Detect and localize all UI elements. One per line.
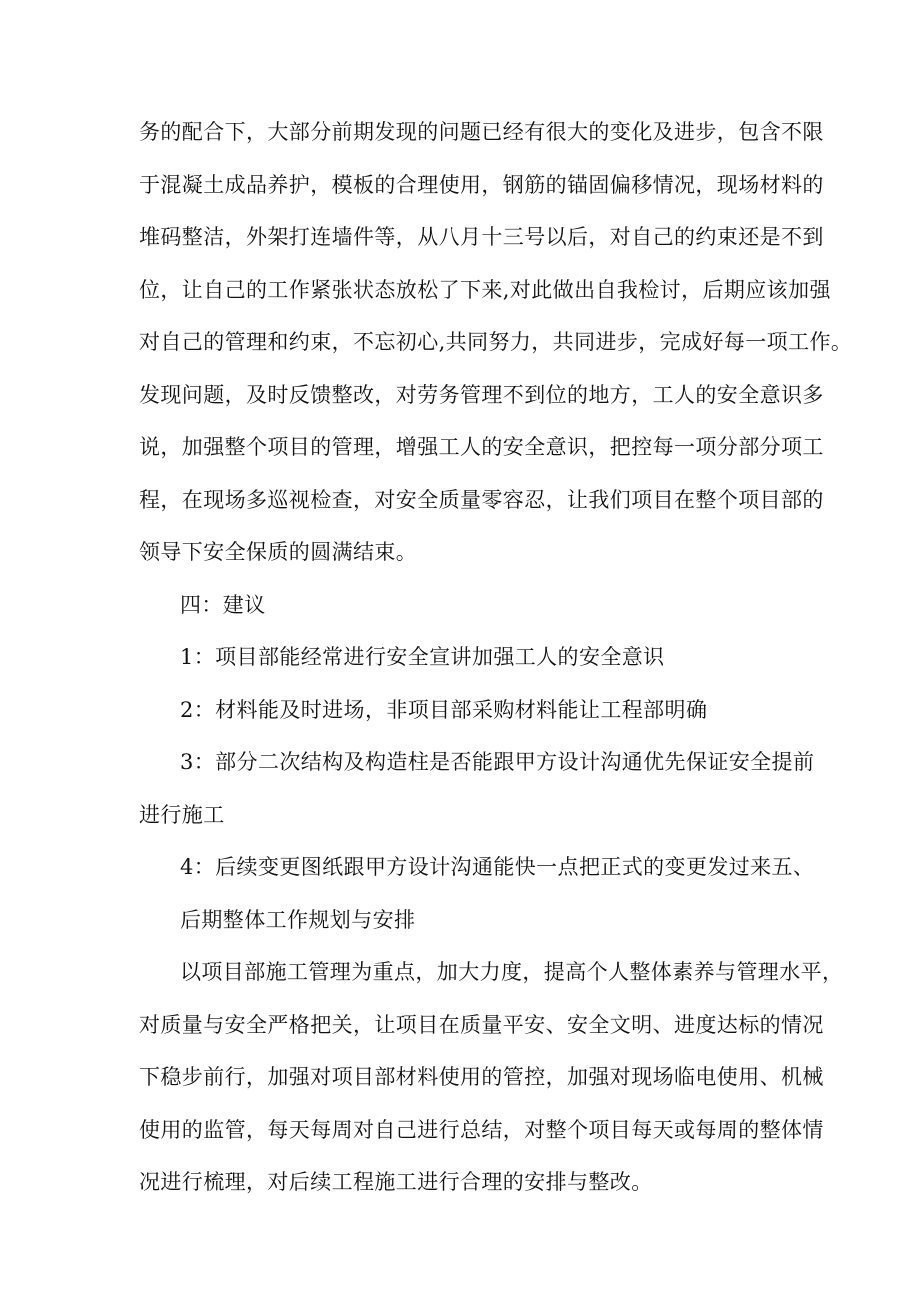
paragraph-line: 发现问题，及时反馈整改，对劳务管理不到位的地方，工人的安全意识多 [139, 383, 824, 407]
suggestion-item: 3：部分二次结构及构造柱是否能跟甲方设计沟通优先保证安全提前 [180, 750, 815, 774]
suggestion-item: 4：后续变更图纸跟甲方设计沟通能快一点把正式的变更发过来五、 [180, 855, 815, 879]
paragraph-line: 以项目部施工管理为重点，加大力度，提高个人整体素养与管理水平， [180, 960, 844, 984]
paragraph-line: 位，让自己的工作紧张状态放松了下来,对此做出自我检讨，后期应该加强 [139, 278, 831, 302]
paragraph-line: 使用的监管，每天每周对自己进行总结，对整个项目每天或每周的整体情 [139, 1118, 824, 1142]
paragraph-line: 说，加强整个项目的管理，增强工人的安全意识，把控每一项分部分项工 [139, 435, 824, 459]
paragraph-line: 对质量与安全严格把关，让项目在质量平安、安全文明、进度达标的情况 [139, 1013, 824, 1037]
paragraph-line: 于混凝土成品养护，模板的合理使用，钢筋的锚固偏移情况，现场材料的 [139, 173, 824, 197]
section-heading: 后期整体工作规划与安排 [180, 908, 416, 932]
suggestion-item-continuation: 进行施工 [139, 803, 225, 827]
paragraph-line: 务的配合下，大部分前期发现的问题已经有很大的变化及进步，包含不限 [139, 120, 824, 144]
paragraph-line: 况进行梳理，对后续工程施工进行合理的安排与整改。 [139, 1170, 653, 1194]
paragraph-line: 程，在现场多巡视检查，对安全质量零容忍，让我们项目在整个项目部的 [139, 488, 824, 512]
suggestion-item: 2：材料能及时进场，非项目部采购材料能让工程部明确 [180, 698, 708, 722]
paragraph-line: 领导下安全保质的圆满结束。 [139, 540, 418, 564]
paragraph-line: 对自己的管理和约束，不忘初心,共同努力，共同进步，完成好每一项工作。 [139, 330, 853, 354]
paragraph-line: 下稳步前行，加强对项目部材料使用的管控，加强对现场临电使用、机械 [139, 1065, 824, 1089]
paragraph-line: 堆码整洁，外架打连墙件等，从八月十三号以后，对自己的约束还是不到 [139, 225, 824, 249]
section-heading: 四：建议 [180, 593, 266, 617]
suggestion-item: 1：项目部能经常进行安全宣讲加强工人的安全意识 [180, 645, 665, 669]
